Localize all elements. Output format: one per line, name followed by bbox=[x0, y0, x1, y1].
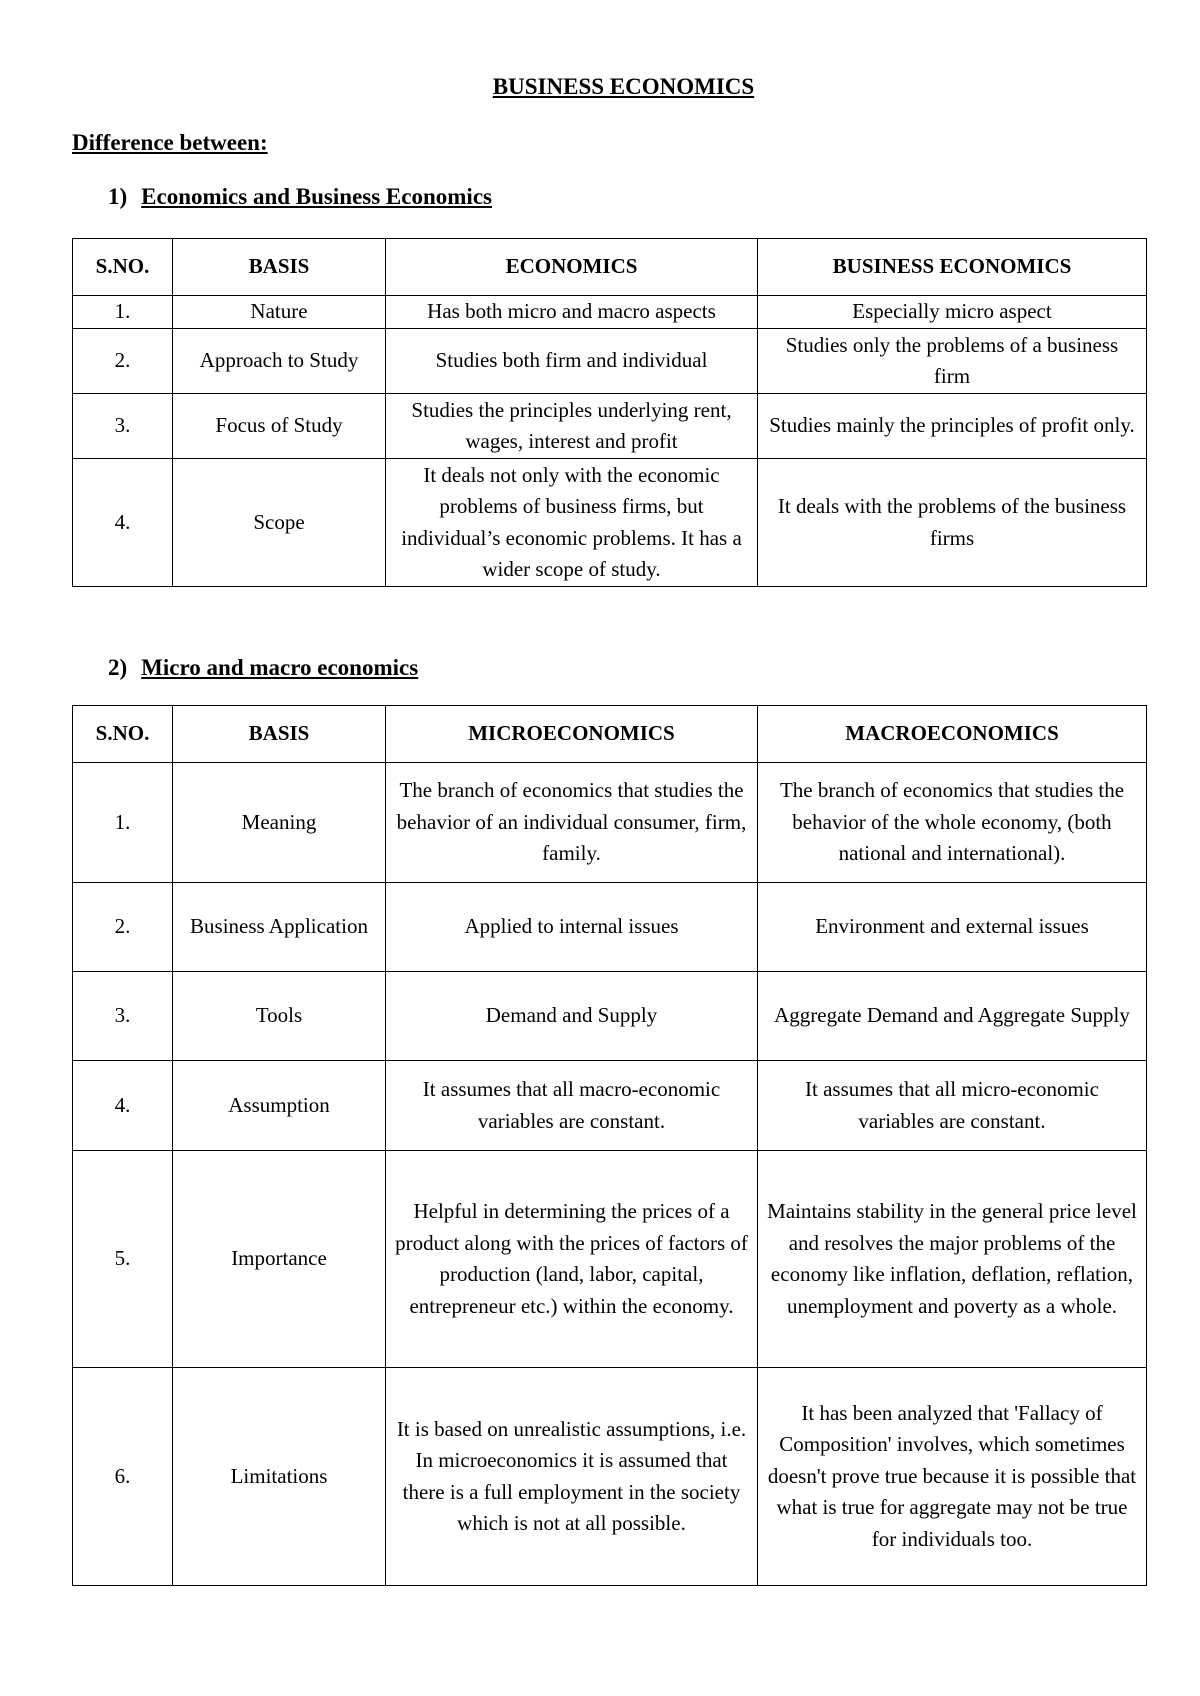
microeconomics-cell: It is based on unrealistic assumptions, i.e. In microeconomics it is assumed that there is a full employment in the society which is not at all possible. bbox=[386, 1368, 758, 1586]
basis-cell: Tools bbox=[173, 972, 386, 1061]
table-row bbox=[73, 459, 1147, 587]
serial-cell: 2. bbox=[73, 329, 173, 394]
macroeconomics-cell: It has been analyzed that 'Fallacy of Composition' involves, which sometimes doesn't prove true because it is possible that what is true for aggregate may not be true for individuals too. bbox=[758, 1368, 1147, 1586]
basis-cell: Importance bbox=[173, 1151, 386, 1368]
economics-cell: It deals not only with the economic problems of business firms, but individual’s economic problems. It has a wider scope of study. bbox=[386, 459, 758, 587]
table-header-row bbox=[73, 706, 1147, 763]
section-2-title: Micro and macro economics bbox=[141, 655, 419, 680]
basis-cell: Assumption bbox=[173, 1061, 386, 1151]
document-title: BUSINESS ECONOMICS bbox=[492, 74, 755, 99]
basis-cell: Approach to Study bbox=[173, 329, 386, 394]
business-economics-cell: It deals with the problems of the business firms bbox=[758, 459, 1147, 587]
serial-cell: 4. bbox=[73, 459, 173, 587]
section-1-title: Economics and Business Economics bbox=[141, 184, 492, 209]
table-header-row bbox=[73, 239, 1147, 296]
column-header: BASIS bbox=[173, 239, 386, 296]
basis-cell: Scope bbox=[173, 459, 386, 587]
serial-cell: 1. bbox=[73, 296, 173, 329]
table-row bbox=[73, 296, 1147, 329]
basis-cell: Limitations bbox=[173, 1368, 386, 1586]
table-row bbox=[73, 883, 1147, 972]
serial-cell: 6. bbox=[73, 1368, 173, 1586]
basis-cell: Focus of Study bbox=[173, 394, 386, 459]
basis-cell: Nature bbox=[173, 296, 386, 329]
column-header: S.NO. bbox=[73, 239, 173, 296]
serial-cell: 3. bbox=[73, 972, 173, 1061]
table-row bbox=[73, 394, 1147, 459]
column-header: MICROECONOMICS bbox=[386, 706, 758, 763]
column-header: BASIS bbox=[173, 706, 386, 763]
column-header: ECONOMICS bbox=[386, 239, 758, 296]
macroeconomics-cell: Aggregate Demand and Aggregate Supply bbox=[758, 972, 1147, 1061]
serial-cell: 3. bbox=[73, 394, 173, 459]
microeconomics-cell: The branch of economics that studies the behavior of an individual consumer, firm, family. bbox=[386, 763, 758, 883]
macroeconomics-cell: Environment and external issues bbox=[758, 883, 1147, 972]
economics-cell: Studies both firm and individual bbox=[386, 329, 758, 394]
microeconomics-cell: Demand and Supply bbox=[386, 972, 758, 1061]
serial-cell: 1. bbox=[73, 763, 173, 883]
section-2-number: 2) bbox=[108, 655, 128, 680]
microeconomics-cell: Applied to internal issues bbox=[386, 883, 758, 972]
table-row bbox=[73, 763, 1147, 883]
macroeconomics-cell: Maintains stability in the general price level and resolves the major problems of the economy like inflation, deflation, reflation, unemployment and poverty as a whole. bbox=[758, 1151, 1147, 1368]
column-header: S.NO. bbox=[73, 706, 173, 763]
difference-subheading: Difference between: bbox=[72, 130, 268, 155]
micro-vs-macro-economics-table bbox=[72, 705, 1147, 1586]
basis-cell: Business Application bbox=[173, 883, 386, 972]
table-row bbox=[73, 329, 1147, 394]
table-row bbox=[73, 972, 1147, 1061]
serial-cell: 4. bbox=[73, 1061, 173, 1151]
column-header: BUSINESS ECONOMICS bbox=[758, 239, 1147, 296]
macroeconomics-cell: The branch of economics that studies the behavior of the whole economy, (both national and international). bbox=[758, 763, 1147, 883]
microeconomics-cell: It assumes that all macro-economic variables are constant. bbox=[386, 1061, 758, 1151]
section-2-heading bbox=[108, 655, 418, 681]
economics-vs-business-economics-table bbox=[72, 238, 1147, 587]
table-row bbox=[73, 1368, 1147, 1586]
business-economics-cell: Studies mainly the principles of profit only. bbox=[758, 394, 1147, 459]
business-economics-cell: Studies only the problems of a business firm bbox=[758, 329, 1147, 394]
business-economics-cell: Especially micro aspect bbox=[758, 296, 1147, 329]
economics-cell: Has both micro and macro aspects bbox=[386, 296, 758, 329]
serial-cell: 5. bbox=[73, 1151, 173, 1368]
basis-cell: Meaning bbox=[173, 763, 386, 883]
macroeconomics-cell: It assumes that all micro-economic variables are constant. bbox=[758, 1061, 1147, 1151]
economics-cell: Studies the principles underlying rent, wages, interest and profit bbox=[386, 394, 758, 459]
section-1-number: 1) bbox=[108, 184, 128, 209]
microeconomics-cell: Helpful in determining the prices of a product along with the prices of factors of production (land, labor, capital, entrepreneur etc.) within the economy. bbox=[386, 1151, 758, 1368]
section-1-heading bbox=[108, 184, 492, 210]
table-row bbox=[73, 1061, 1147, 1151]
serial-cell: 2. bbox=[73, 883, 173, 972]
column-header: MACROECONOMICS bbox=[758, 706, 1147, 763]
table-row bbox=[73, 1151, 1147, 1368]
